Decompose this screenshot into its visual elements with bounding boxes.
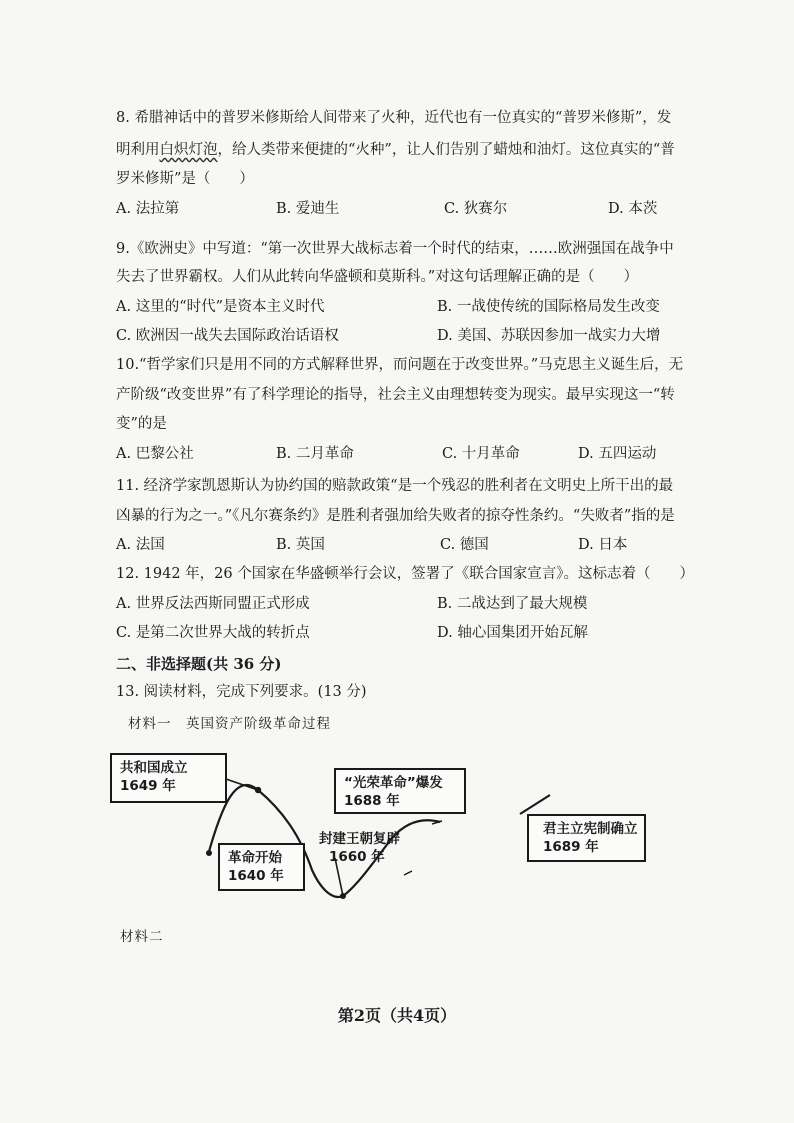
box-republic-founded [110,753,227,803]
material-1-title: 材料一 英国资产阶级革命过程 [128,716,331,732]
stray-mark-right [520,795,550,814]
q8-line-2a: 明利用 [116,142,160,158]
connector-1649 [226,779,258,790]
q9-option-c: C. 欧洲因一战失去国际政治话语权 [116,328,339,344]
q10-option-b: B. 二月革命 [276,446,354,462]
q8-option-c: C. 狄赛尔 [444,201,508,217]
q10-option-c: C. 十月革命 [442,446,520,462]
box-restoration-year: 1660 年 [329,849,385,865]
q11-option-a: A. 法国 [116,537,165,553]
box-glorious-year: 1688 年 [344,793,400,809]
section-2-title: 二、非选择题(共 36 分) [116,655,282,673]
q9-option-b: B. 一战使传统的国际格局发生改变 [437,299,660,315]
q11-line-2: 凶暴的行为之一。”《凡尔赛条约》是胜利者强加给失败者的掠夺性条约。“失败者”指的是 [116,508,675,524]
q12-option-a: A. 世界反法西斯同盟正式形成 [116,596,310,612]
q9-line-2: 失去了世界霸权。人们从此转向华盛顿和莫斯科。”对这句话理解正确的是（ ） [116,269,639,285]
box-glorious-revolution [334,768,466,814]
q12-option-d: D. 轴心国集团开始瓦解 [437,625,588,641]
box-monarchy-year: 1689 年 [543,839,599,855]
q8-option-a: A. 法拉第 [116,201,180,217]
box-monarchy-label: 君主立宪制确立 [543,821,638,837]
box-revolution-year: 1640 年 [228,868,284,884]
q8-option-b: B. 爱迪生 [276,201,340,217]
q9-option-d: D. 美国、苏联因参加一战实力大增 [437,328,661,344]
q10-option-a: A. 巴黎公社 [116,446,194,462]
q9-line-1: 9.《欧洲史》中写道：“第一次世界大战标志着一个时代的结束，……欧洲强国在战争中 [116,241,674,257]
box-constitutional-monarchy [527,814,646,862]
q12-line-1: 12. 1942 年，26 个国家在华盛顿举行会议，签署了《联合国家宣言》。这标志着（ ） [116,566,694,582]
q11-option-b: B. 英国 [276,537,325,553]
q10-line-3: 变”的是 [116,416,167,432]
box-restoration [313,826,425,868]
q8-line-3: 罗米修斯”是（ ） [116,171,254,187]
q12-option-b: B. 二战达到了最大规模 [437,596,588,612]
q13-line-1: 13. 阅读材料，完成下列要求。(13 分) [116,684,367,700]
box-glorious-label: “光荣革命”爆发 [344,775,443,791]
box-revolution-label: 革命开始 [228,850,282,866]
q11-line-1: 11. 经济学家凯恩斯认为协约国的赔款政策“是一个残忍的胜利者在文明史上所干出的最 [116,478,674,494]
q8-line-1: 8. 希腊神话中的普罗米修斯给人间带来了火种，近代也有一位真实的“普罗米修斯”，发 [116,110,672,126]
q11-option-d: D. 日本 [578,537,628,553]
q8-line-2c: ，给人类带来便捷的“火种”，让人们告别了蜡烛和油灯。这位真实的“普 [217,142,675,158]
q10-line-1: 10.“哲学家们只是用不同的方式解释世界，而问题在于改变世界。”马克思主义诞生后，无 [116,357,684,373]
page-footer: 第2页（共4页） [337,1006,457,1025]
box-republic-label: 共和国成立 [120,760,188,776]
box-republic-year: 1649 年 [120,778,176,794]
box-revolution-begins [218,843,305,891]
q8-underlined-term: 白炽灯泡 [159,142,218,158]
curve-start-dot [206,850,212,856]
box-restoration-label: 封建王朝复辟 [319,831,400,847]
q10-option-d: D. 五四运动 [578,446,657,462]
q10-line-2: 产阶级“改变世界”有了科学理论的指导，社会主义由理想转变为现实。最早实现这一“转 [116,387,675,403]
q8-option-d: D. 本茨 [608,201,658,217]
q11-option-c: C. 德国 [440,537,489,553]
stray-mark-small [404,871,412,875]
q12-option-c: C. 是第二次世界大战的转折点 [116,625,310,641]
q9-option-a: A. 这里的“时代”是资本主义时代 [116,299,325,315]
material-2-title: 材料二 [120,929,164,945]
